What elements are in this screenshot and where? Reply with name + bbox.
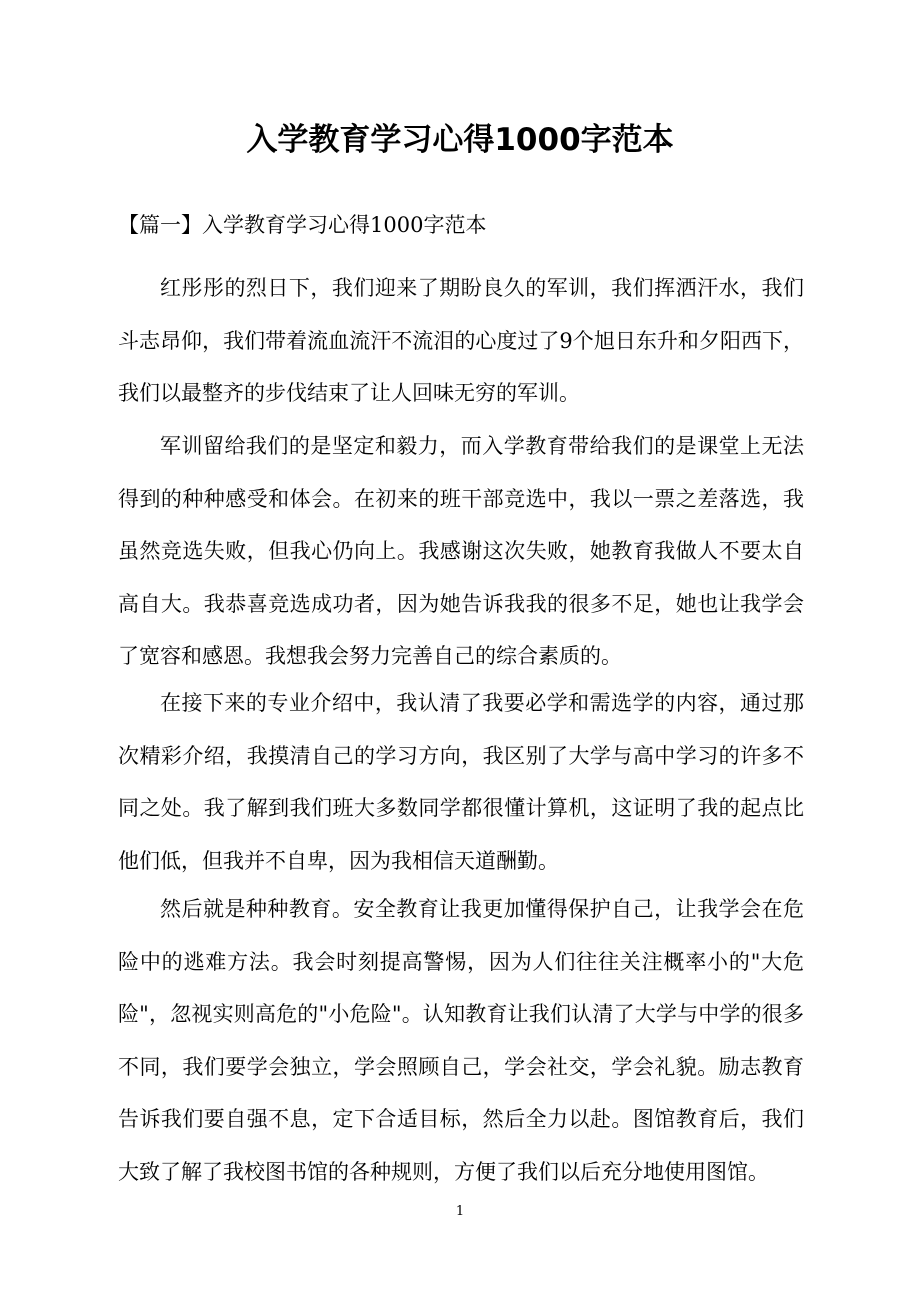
paragraph-4: 然后就是种种教育。安全教育让我更加懂得保护自己，让我学会在危险中的逃难方法。我会时刻提高警惕，因为人们往往关注概率小的"大危险"，忽视实则高危的"小危险"。认知教育让我们认清了大学与中学的很多不同，我们要学会独立，学会照顾自己，学会社交，学会礼貌。励志教育告诉我们要自强不息，定下合适目标，然后全力以赴。图馆教育后，我们大致了解了我校图书馆的各种规则，方便了我们以后充分地使用图馆。: [118, 897, 804, 1184]
page-number: 1: [455, 1204, 465, 1219]
document-title: 入学教育学习心得1000字范本: [246, 122, 674, 158]
paragraph-2: 军训留给我们的是坚定和毅力，而入学教育带给我们的是课堂上无法得到的种种感受和体会。在初来的班干部竞选中，我以一票之差落选，我虽然竞选失败，但我心仍向上。我感谢这次失败，她教育我做人不要太自高自大。我恭喜竞选成功者，因为她告诉我我的很多不足，她也让我学会了宽容和感恩。我想我会努力完善自己的综合素质的。: [118, 434, 804, 668]
paragraph-1: 红彤彤的烈日下，我们迎来了期盼良久的军训，我们挥洒汗水，我们斗志昂仰，我们带着流血流汗不流泪的心度过了9个旭日东升和夕阳西下，我们以最整齐的步伐结束了让人回味无穷的军训。: [118, 276, 804, 405]
section-heading: 【篇一】入学教育学习心得1000字范本: [118, 213, 487, 237]
paragraph-3: 在接下来的专业介绍中，我认清了我要必学和需选学的内容，通过那次精彩介绍，我摸清自己的学习方向，我区别了大学与高中学习的许多不同之处。我了解到我们班大多数同学都很懂计算机，这证明了我的起点比他们低，但我并不自卑，因为我相信天道酬勤。: [118, 691, 804, 873]
